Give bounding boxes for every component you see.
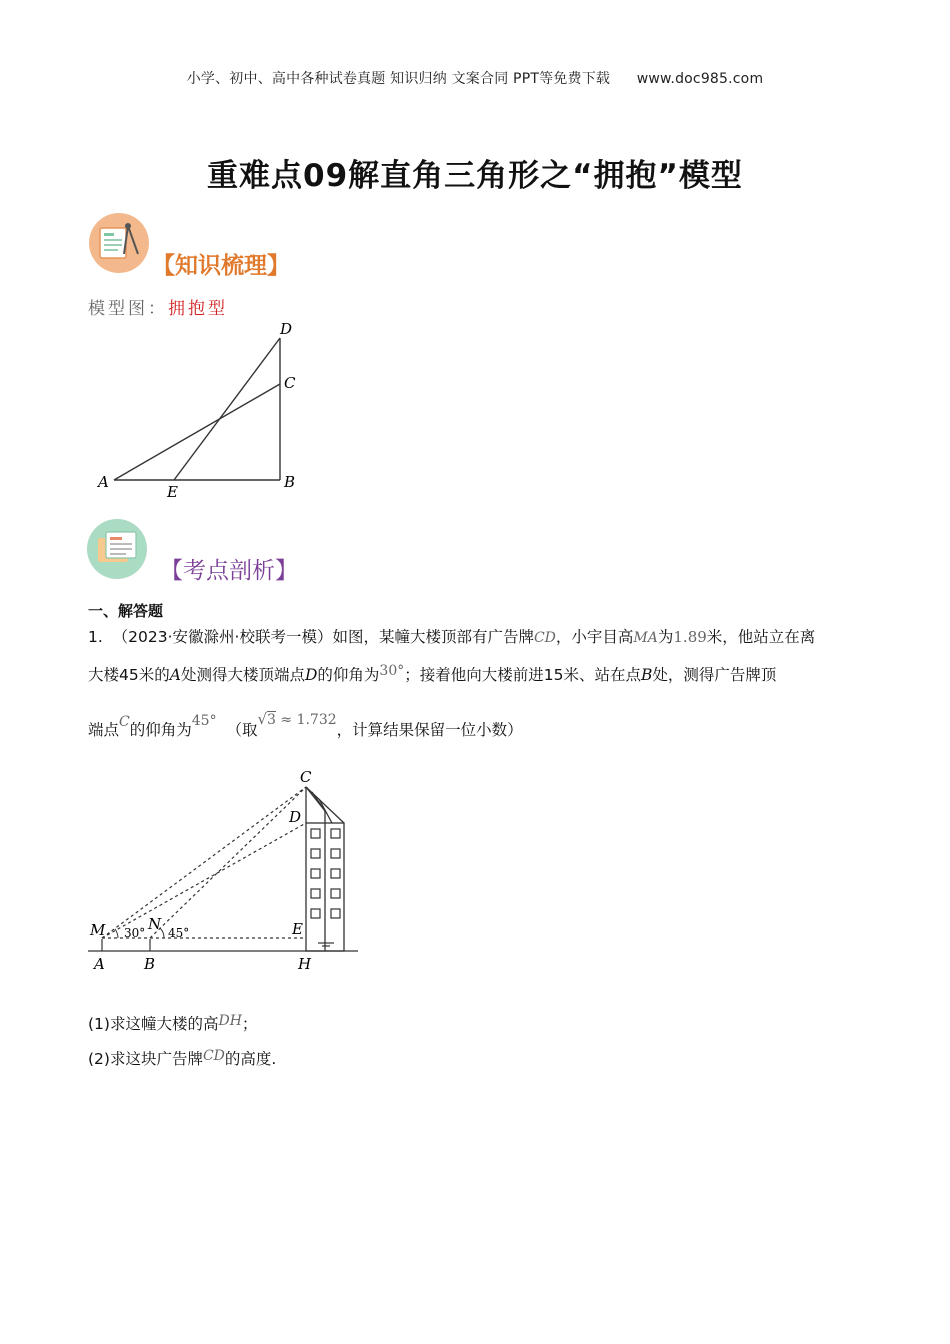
problem-line-2	[88, 663, 776, 685]
fig1-label-C: C	[284, 374, 296, 392]
var-dh: DH	[218, 1013, 242, 1029]
var-c: C	[119, 714, 130, 730]
line2-text-3: 的仰角为	[317, 666, 380, 684]
line3-text-1: 端点	[88, 721, 120, 739]
line2-text-4: ；接着他向大楼前进15米、站在点	[404, 666, 641, 684]
line1-text-2: ，小宇目高	[555, 628, 634, 646]
var-cd: CD	[533, 630, 556, 646]
problem-line-3	[88, 710, 523, 740]
fig1-label-A: A	[98, 473, 109, 491]
model-name: 拥抱型	[168, 299, 228, 319]
problem-number: 1.	[88, 628, 103, 646]
fig2-label-D: D	[289, 808, 302, 826]
line2-text-5: 处，测得广告牌顶	[652, 666, 777, 684]
fig2-label-C: C	[300, 768, 312, 786]
fig2-label-E: E	[292, 920, 303, 938]
section-knowledge-label: 【知识梳理】	[152, 253, 290, 279]
model-prefix: 模型图：	[88, 299, 168, 319]
building-figure	[82, 765, 372, 984]
angle-45: 45°	[191, 713, 217, 729]
knowledge-icon	[88, 212, 150, 278]
var-a: A	[169, 666, 181, 684]
fig2-angle-45: 45°	[168, 926, 190, 940]
var-b: B	[640, 666, 653, 684]
line2-text-1: 大楼45米的	[88, 666, 170, 684]
fig1-label-E: E	[167, 483, 178, 501]
fig2-label-A: A	[94, 955, 105, 973]
section-analysis-label: 【考点剖析】	[160, 558, 298, 584]
problem-heading: 一、解答题	[88, 602, 164, 620]
sub2-end: 的高度.	[224, 1050, 277, 1068]
header-text: 小学、初中、高中各种试卷真题 知识归纳 文案合同 PPT等免费下载	[186, 71, 611, 87]
sub1-end: ；	[241, 1015, 258, 1033]
sub1-text: (1)求这幢大楼的高	[88, 1015, 219, 1033]
line3-text-4: ，计算结果保留一位小数）	[336, 721, 523, 739]
line3-text-3: （取	[226, 721, 258, 739]
problem-line-1	[88, 625, 815, 647]
line3-text-2: 的仰角为	[129, 721, 192, 739]
problem-source: （2023·安徽滁州·校联考一模）如图，某幢大楼顶部有广告牌	[112, 628, 534, 646]
height-value: 1.89	[673, 628, 707, 646]
sub-question-2	[88, 1047, 276, 1069]
var-ma: MA	[633, 630, 658, 646]
line1-text-3: 为	[657, 628, 674, 646]
sqrt-expression: √3 ≈ 1.732	[257, 710, 337, 728]
fig2-label-B: B	[144, 955, 156, 973]
page-header	[0, 68, 950, 88]
fig1-label-D: D	[280, 320, 293, 338]
sqrt-radicand: 3	[267, 712, 276, 728]
fig2-label-H: H	[298, 955, 312, 973]
angle-30: 30°	[379, 663, 405, 679]
line1-text-4: 米，他站立在离	[706, 628, 816, 646]
fig1-label-B: B	[284, 473, 296, 491]
sqrt-approx: ≈ 1.732	[280, 712, 337, 728]
var-cd-2: CD	[202, 1048, 225, 1064]
page-title: 重难点09解直角三角形之“拥抱”模型	[207, 158, 743, 194]
var-d: D	[304, 666, 318, 684]
line2-text-2: 处测得大楼顶端点	[180, 666, 305, 684]
analysis-icon	[86, 518, 148, 584]
fig2-angle-30: 30°	[124, 926, 146, 940]
model-figure	[90, 316, 310, 510]
sub2-text: (2)求这块广告牌	[88, 1050, 203, 1068]
header-site[interactable]: www.doc985.com	[636, 71, 764, 87]
fig2-label-N: N	[148, 915, 162, 933]
fig2-label-M: M	[90, 921, 106, 939]
sub-question-1	[88, 1012, 257, 1034]
